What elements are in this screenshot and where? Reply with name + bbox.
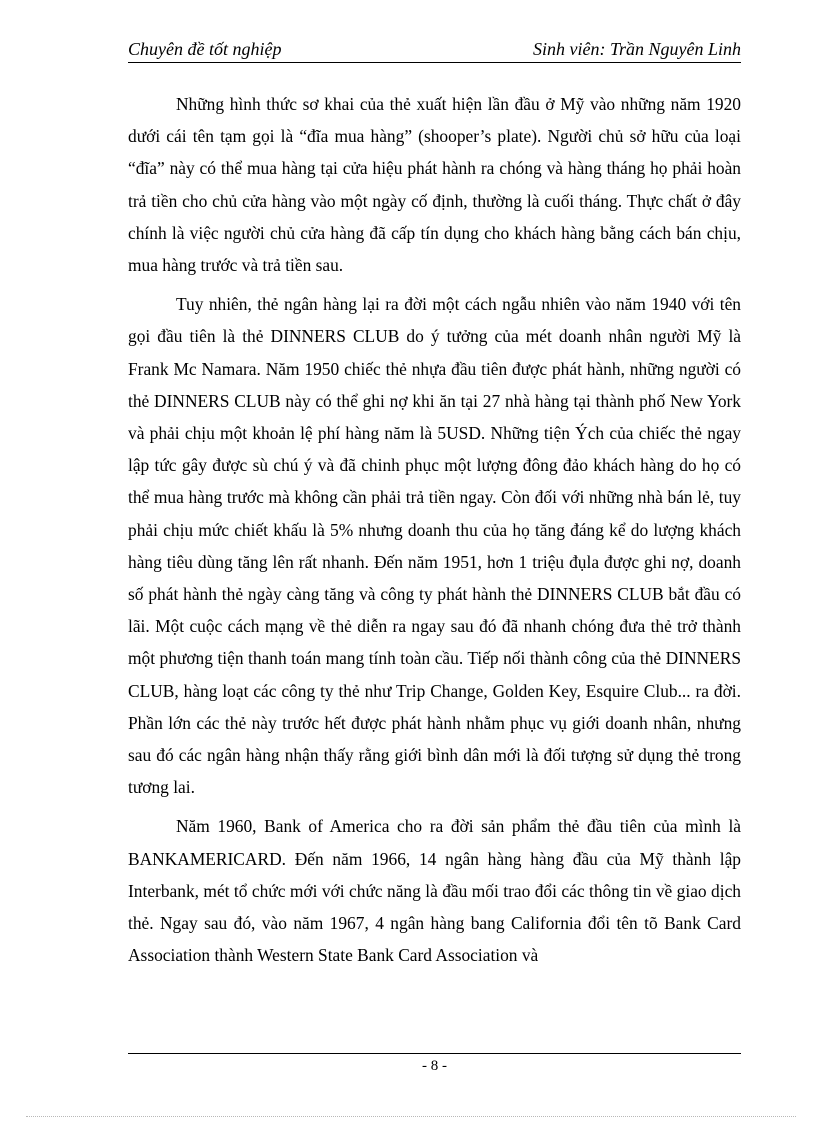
page-header	[128, 38, 741, 63]
page-bottom-edge	[26, 1116, 796, 1117]
document-body	[128, 88, 741, 971]
paragraph-bank-of-america: Năm 1960, Bank of America cho ra đời sản phẩm thẻ đầu tiên của mình là BANKAMERICARD. Đến năm 1966, 14 ngân hàng hàng đầu của Mỹ thành lập Interbank, mét tổ chức mới với chức năng là đầu mối trao đổi các thông tin về giao dịch thẻ. Ngay sau đó, vào năm 1967, 4 ngân hàng bang California đổi tên tõ Bank Card Association thành Western State Bank Card Association và	[128, 816, 741, 966]
page-number: - 8 -	[422, 1058, 447, 1074]
paragraph-dinners-club: Tuy nhiên, thẻ ngân hàng lại ra đời một cách ngẫu nhiên vào năm 1940 với tên gọi đầu tiên là thẻ DINNERS CLUB do ý tưởng của mét doanh nhân người Mỹ là Frank Mc Namara. Năm 1950 chiếc thẻ nhựa đầu tiên được phát hành, những người có thẻ DINNERS CLUB này có thể ghi nợ khi ăn tại 27 nhà hàng tại thành phố New York và phải chịu một khoản lệ phí hàng năm là 5USD. Những tiện Ých của chiếc thẻ ngay lập tức gây được sù chú ý và đã chinh phục một lượng đông đảo khách hàng do họ có thể mua hàng trước mà không cần phải trả tiền ngay. Còn đối với những nhà bán lẻ, tuy phải chịu mức chiết khấu là 5% nhưng doanh thu của họ tăng đáng kể do lượng khách hàng tiêu dùng tăng lên rất nhanh. Đến năm 1951, hơn 1 triệu đụla được ghi nợ, doanh số phát hành thẻ ngày càng tăng và công ty phát hành thẻ DINNERS CLUB bắt đầu có lãi. Một cuộc cách mạng về thẻ diễn ra ngay sau đó đã nhanh chóng đưa thẻ trở thành một phương tiện thanh toán mang tính toàn cầu. Tiếp nối thành công của thẻ DINNERS CLUB, hàng loạt các công ty thẻ như Trip Change, Golden Key, Esquire Club... ra đời. Phần lớn các thẻ này trước hết được phát hành nhằm phục vụ giới doanh nhân, nhưng sau đó các ngân hàng nhận thấy rằng giới bình dân mới là đối tượng sử dụng thẻ trong tương lai.	[128, 294, 741, 798]
paragraph-early-cards: Những hình thức sơ khai của thẻ xuất hiện lần đầu ở Mỹ vào những năm 1920 dưới cái tên tạm gọi là “đĩa mua hàng” (shooper’s plate). Người chủ sở hữu của loại “đĩa” này có thể mua hàng tại cửa hiệu phát hành ra chóng và hàng tháng họ phải hoàn trả tiền cho chủ cửa hàng vào một ngày cố định, thường là cuối tháng. Thực chất ở đây chính là việc người chủ cửa hàng đã cấp tín dụng cho khách hàng bằng cách bán chịu, mua hàng trước và trả tiền sau.	[128, 94, 741, 276]
header-student-name: Sinh viên: Trần Nguyên Linh	[533, 39, 741, 59]
footer-divider	[128, 1053, 741, 1054]
header-document-title: Chuyên đề tốt nghiệp	[128, 39, 282, 59]
